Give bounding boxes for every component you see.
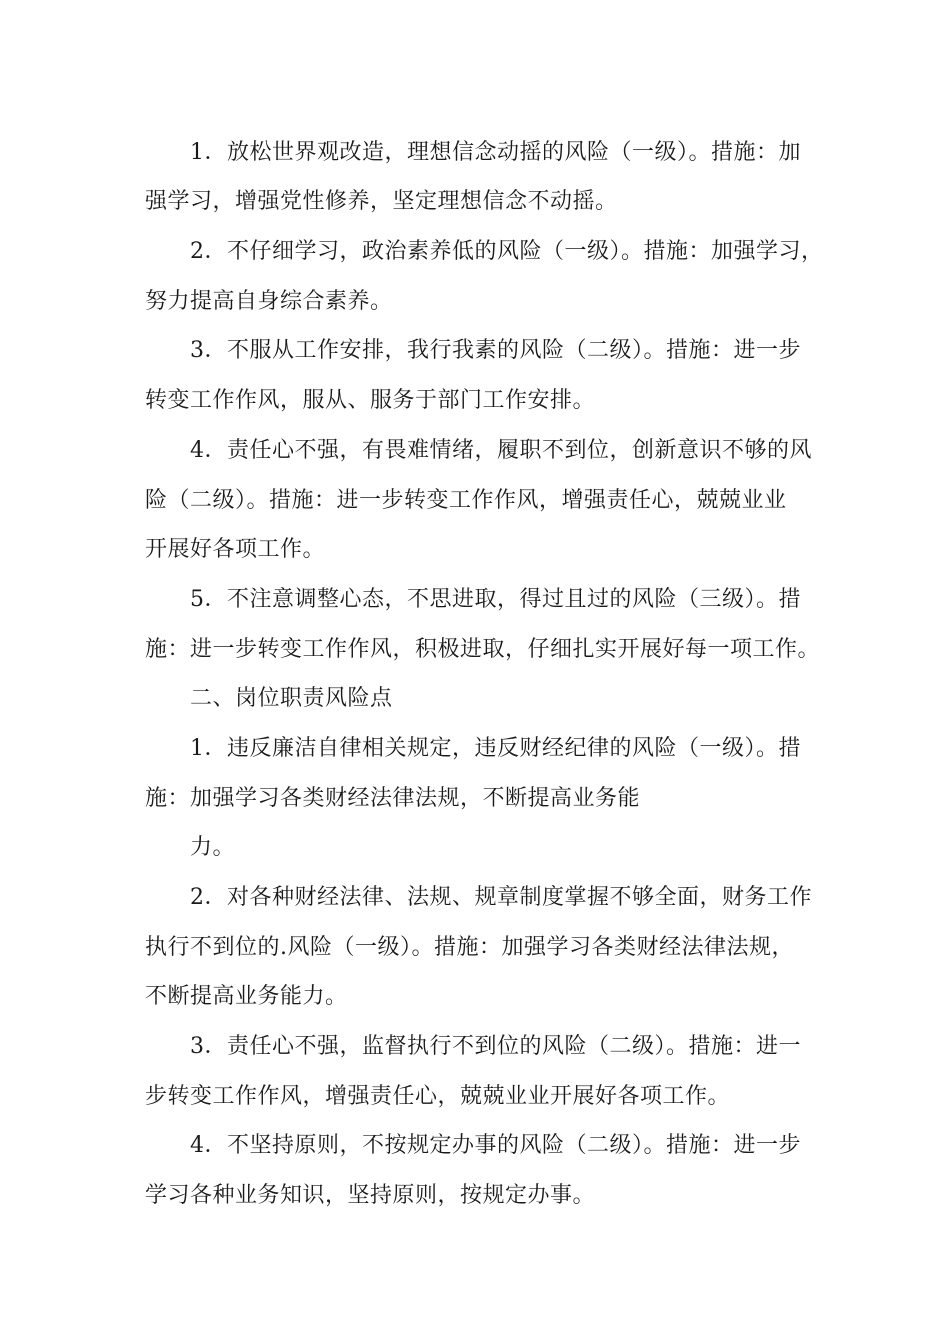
text-line: 施：进一步转变工作作风，积极进取，仔细扎实开展好每一项工作。 [145,637,821,662]
text-line: 1．放松世界观改造，理想信念动摇的风险（一级）。措施：加 [190,140,801,165]
text-line: 4．责任心不强，有畏难情绪，履职不到位，创新意识不够的风 [190,438,812,463]
text-line: 开展好各项工作。 [145,537,326,562]
text-line: 转变工作作风，服从、服务于部门工作安排。 [145,388,596,413]
text-line: 险（二级）。措施：进一步转变工作作风，增强责任心，兢兢业业 [145,488,787,513]
text-line: 1．违反廉洁自律相关规定，违反财经纪律的风险（一级）。措 [190,736,801,761]
text-line: 4．不坚持原则，不按规定办事的风险（二级）。措施：进一步 [190,1133,801,1158]
text-line: 施：加强学习各类财经法律法规，不断提高业务能 [145,786,641,811]
text-line: 步转变工作作风，增强责任心，兢兢业业开展好各项工作。 [145,1084,731,1109]
text-line: 强学习，增强党性修养，坚定理想信念不动摇。 [145,189,618,214]
text-line: 学习各种业务知识，坚持原则，按规定办事。 [145,1183,596,1208]
text-line: 力。 [190,835,236,860]
text-line: 3．责任心不强，监督执行不到位的风险（二级）。措施：进一 [190,1034,801,1059]
text-line: 2．不仔细学习，政治素养低的风险（一级）。措施：加强学习， [190,239,824,264]
text-line: 执行不到位的.风险（一级）。措施：加强学习各类财经法律法规， [145,935,794,960]
text-line: 努力提高自身综合素养。 [145,289,393,314]
text-line: 不断提高业务能力。 [145,984,348,1009]
text-line: 5．不注意调整心态，不思进取，得过且过的风险（三级）。措 [190,587,801,612]
text-line: 2．对各种财经法律、法规、规章制度掌握不够全面，财务工作 [190,885,812,910]
text-line: 3．不服从工作安排，我行我素的风险（二级）。措施：进一步 [190,338,801,363]
section-heading: 二、岗位职责风险点 [190,686,393,711]
